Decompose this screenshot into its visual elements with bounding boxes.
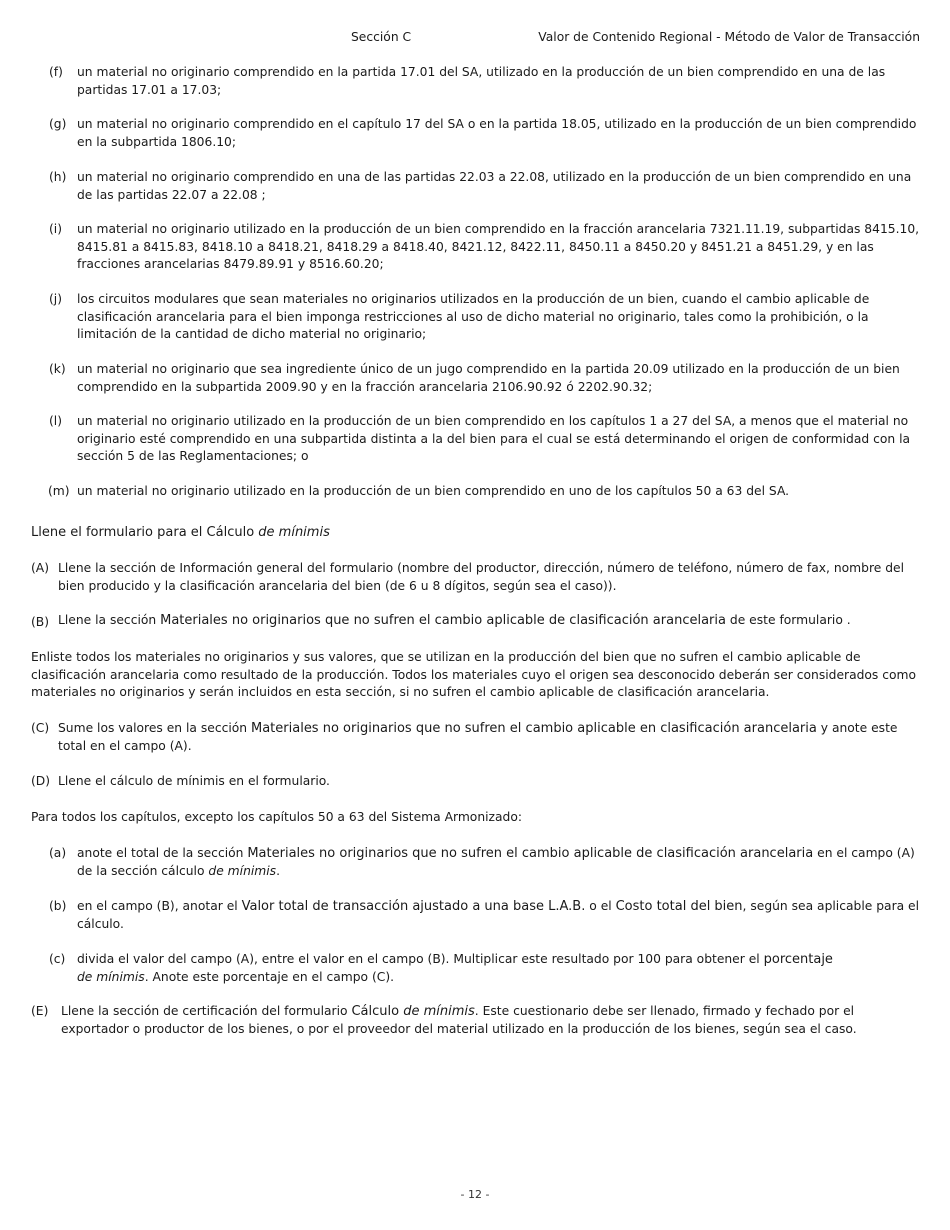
item-label: (c) (49, 952, 66, 966)
item-a-emphasis: Materiales no originarios que no sufren el cambio aplicable de clasificación arancelaria (247, 846, 814, 861)
item-text: los circuitos modulares que sean materiales no originarios utilizados en la producción de un bien, cuando el cambio aplicable de clasificación arancelaria para el bien imponga restricciones al uso de dicho material no originario, tales como la prohibición, o la limitación de la cantidad de dicho material no originario; (77, 292, 870, 341)
section-heading (31, 524, 330, 542)
header-section: Sección C (351, 30, 412, 44)
item-a-pre: anote el total de la sección (77, 846, 248, 860)
item-a-post: . (276, 863, 281, 878)
item-c-post: . Anote este porcentaje en el campo (C). (144, 969, 395, 984)
step-c-pre: Sume los valores en la sección (58, 721, 251, 735)
page-number: - 12 - (460, 1188, 490, 1201)
item-text (77, 951, 922, 986)
step-text: Llene la sección de Información general del formulario (nombre del productor, dirección, número de teléfono, número de fax, nombre del bien producido y la clasificación arancelaria del bien (de 6 u 8 dígitos, según sea el caso)). (58, 561, 904, 593)
item-b-pre: en el campo (B), anotar el (77, 899, 242, 913)
item-c-em: de mínimis (77, 969, 145, 984)
step-c-post: y anote este total en el campo (A). (58, 721, 898, 753)
item-label: (i) (49, 222, 63, 236)
item-label: (l) (49, 414, 63, 428)
item-b-post: , según sea aplicable para el cálculo. (77, 899, 920, 931)
step-text: Llene el cálculo de mínimis en el formulario. (58, 774, 330, 788)
step-e-em: de mínimis (403, 1004, 475, 1019)
item-text: un material no originario que sea ingrediente único de un jugo comprendido en la partida 20.09 utilizado en la producción de un bien comprendido en la subpartida 2009.90 y en la fracción arancelaria 2106.90.92 ó 2202.90.32; (77, 362, 900, 394)
step-label: (E) (31, 1004, 49, 1018)
item-text: un material no originario comprendido en una de las partidas 22.03 a 22.08, utilizado en la producción de un bien comprendido en una de las partidas 22.07 a 22.08 ; (77, 170, 912, 202)
item-b-mid: o el (585, 899, 616, 913)
header-title: Valor de Contenido Regional - Método de Valor de Transacción (538, 30, 920, 44)
item-label: (f) (49, 65, 63, 79)
item-label: (g) (49, 117, 67, 131)
item-text (77, 845, 922, 880)
step-b-post: de este formulario . (725, 613, 851, 627)
step-b-emphasis: Materiales no originarios que no sufren el cambio aplicable de clasificación arancelaria (160, 613, 726, 628)
heading-em: de mínimis (258, 525, 330, 540)
item-text: un material no originario utilizado en la producción de un bien comprendido en la fracción arancelaria 7321.11.19, subpartidas 8415.10, 8415.81 a 8415.83, 8418.10 a 8418.21, 8418.29 a 8418.40, 8421.12, 8422.11, 8450.11 a 8450.20 y 8451.21 a 8451.29, y en las fracciones arancelarias 8479.89.91 y 8516.60.20; (77, 222, 920, 271)
item-label: (a) (49, 846, 67, 860)
item-text: un material no originario utilizado en la producción de un bien comprendido en los capítulos 1 a 27 del SA, a menos que el material no originario esté comprendido en una subpartida distinta a la del bien para el cual se está determinando el origen de conformidad con la sección 5 de las Reglamentaciones; o (77, 414, 911, 463)
item-text: un material no originario utilizado en la producción de un bien comprendido en uno de los capítulos 50 a 63 del SA. (77, 484, 790, 498)
item-label: (b) (49, 899, 67, 913)
step-e-emphasis: Cálculo (351, 1004, 404, 1019)
step-e-post: . Este cuestionario debe ser llenado, firmado y fechado por el exportador o productor de los bienes, o por el proveedor del material utilizado en la producción de los bienes, según sea el caso. (61, 1004, 857, 1036)
item-text (77, 898, 922, 933)
step-text (58, 720, 922, 755)
item-c-pre: divida el valor del campo (A), entre el valor en el campo (B). Multiplicar este resultado por 100 para obtener el (77, 952, 764, 966)
item-label: (h) (49, 170, 67, 184)
item-b-emphasis-2: Costo total del bien (615, 899, 743, 914)
step-c-emphasis: Materiales no originarios que no sufren el cambio aplicable en clasificación arancelaria (251, 721, 817, 736)
paragraph-materials: Enliste todos los materiales no originarios y sus valores, que se utilizan en la producción del bien que no sufren el cambio aplicable de clasificación arancelaria como resultado de la producción. Todos los materiales cuyo el origen sea desconocido deberán ser considerados como materiales no originarios y serán incluidos en esta sección, si no sufren el cambio aplicable de clasificación arancelaria. (31, 650, 917, 699)
step-text (58, 612, 922, 630)
item-label: (k) (49, 362, 66, 376)
step-e-pre: Llene la sección de certificación del formulario (61, 1004, 352, 1018)
item-b-emphasis-1: Valor total de transacción ajustado a una base L.A.B. (241, 899, 586, 914)
item-label: (m) (48, 484, 70, 498)
step-label: (C) (31, 721, 50, 735)
item-a-mid: en el campo (A) de la sección cálculo (77, 846, 915, 878)
item-label: (j) (49, 292, 63, 306)
item-text: un material no originario comprendido en el capítulo 17 del SA o en la partida 18.05, utilizado en la producción de un bien comprendido en la subpartida 1806.10; (77, 117, 917, 149)
step-text (61, 1003, 922, 1038)
step-label: (B) (31, 615, 50, 629)
heading-text: Llene el formulario para el Cálculo (31, 525, 259, 540)
step-b-pre: Llene la sección (58, 613, 161, 627)
item-text: un material no originario comprendido en la partida 17.01 del SA, utilizado en la producción de un bien comprendido en una de las partidas 17.01 a 17.03; (77, 65, 886, 97)
item-c-emphasis: porcentaje (763, 952, 833, 967)
paragraph-chapters: Para todos los capítulos, excepto los capítulos 50 a 63 del Sistema Armonizado: (31, 810, 522, 824)
item-a-em: de mínimis (208, 863, 277, 878)
step-label: (A) (31, 561, 50, 575)
step-label: (D) (31, 774, 51, 788)
